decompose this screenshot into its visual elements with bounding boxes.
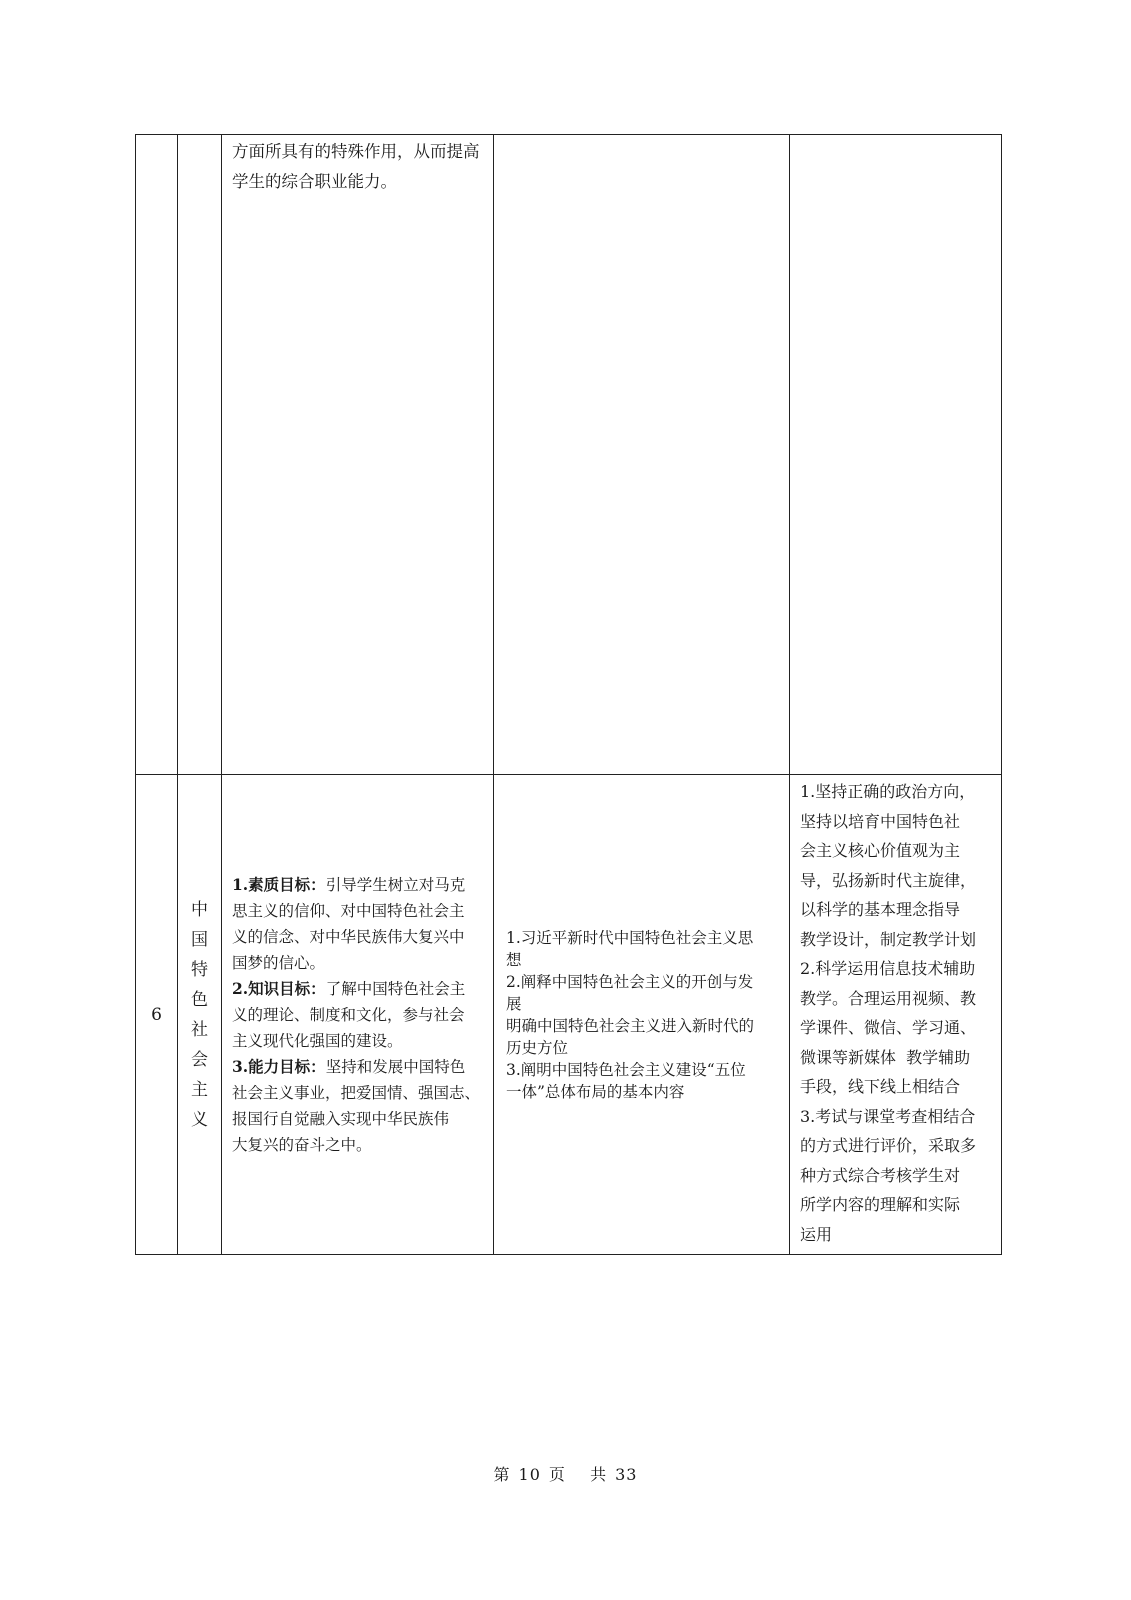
goals-line: 义的信念、对中华民族伟大复兴中 [232,927,465,946]
methods-line: 1.坚持正确的政治方向， [800,782,976,801]
goals-line: 1.素质目标：引导学生树立对马克 [232,874,466,894]
content-line: 展 [506,994,522,1013]
table-row-6 [136,775,1002,1255]
page-footer [0,1462,1131,1485]
methods-cell [790,135,1002,775]
title-char: 主 [191,1079,208,1100]
goals-text [222,137,493,197]
methods-line: 微课等新媒体 教学辅助 [800,1047,971,1067]
goals-text [222,872,493,1158]
content-line: 2.阐释中国特色社会主义的开创与发 [506,972,754,991]
goals-line: 社会主义事业，把爱国情、强国志、 [232,1083,481,1102]
methods-line: 坚持以培育中国特色社 [800,811,961,831]
methods-line: 的方式进行评价，采取多 [800,1136,977,1155]
methods-line: 手段，线下线上相结合 [800,1077,961,1096]
methods-line: 种方式综合考核学生对 [800,1165,961,1185]
title-char: 社 [191,1019,208,1040]
goal-heading: 3.能力目标： [232,1056,326,1076]
title-char: 义 [191,1109,208,1130]
goals-line: 国梦的信心。 [232,953,326,972]
table-row-continuation [136,135,1002,775]
methods-cell [790,775,1002,1255]
content-line: 3.阐明中国特色社会主义建设“五位 [506,1060,746,1079]
methods-line: 所学内容的理解和实际 [800,1195,961,1214]
content-cell [494,135,790,775]
footer-total-pages: 33 [615,1465,638,1484]
content-cell [494,775,790,1255]
goals-line: 大复兴的奋斗之中。 [232,1135,372,1154]
course-title [178,895,221,1135]
title-char: 中 [191,899,208,920]
content-line: 明确中国特色社会主义进入新时代的 [506,1016,755,1035]
methods-line: 教学设计，制定教学计划 [800,929,977,949]
row-number: 6 [136,775,178,1255]
title-char: 会 [191,1049,208,1070]
title-cell [178,135,222,775]
content-line: 一体”总体布局的基本内容 [506,1082,685,1101]
content-line: 1.习近平新时代中国特色社会主义思 [506,928,754,947]
goals-cell [222,135,494,775]
methods-line: 2.科学运用信息技术辅助 [800,959,976,978]
methods-line: 以科学的基本理念指导 [800,900,961,919]
goals-line: 3.能力目标：坚持和发展中国特色 [232,1056,466,1076]
course-title-cell [178,775,222,1255]
footer-middle: 页 共 [548,1465,608,1484]
methods-text [790,777,1001,1249]
goals-cell [222,775,494,1255]
number-cell [136,135,178,775]
methods-line: 3.考试与课堂考查相结合 [800,1106,976,1126]
title-char: 特 [191,959,208,980]
goal-heading: 2.知识目标： [232,978,326,998]
syllabus-table [135,134,1002,1255]
content-line: 想 [506,950,522,969]
footer-prefix: 第 [493,1465,511,1484]
content-line: 历史方位 [506,1038,569,1057]
title-char: 色 [191,989,208,1010]
title-char: 国 [191,929,208,950]
goals-line: 报国行自觉融入实现中华民族伟 [232,1109,450,1128]
goals-line: 方面所具有的特殊作用，从而提高 [232,142,480,161]
methods-line: 会主义核心价值观为主 [800,841,961,860]
methods-line: 运用 [800,1224,833,1244]
content-text [494,927,789,1103]
methods-line: 教学。合理运用视频、教 [800,988,977,1008]
methods-line: 学课件、微信、学习通、 [800,1018,977,1037]
goals-line: 义的理论、制度和文化，参与社会 [232,1005,465,1024]
goals-line: 主义现代化强国的建设。 [232,1031,403,1050]
goals-line: 思主义的信仰、对中国特色社会主 [232,901,465,920]
goal-heading: 1.素质目标： [232,874,326,894]
footer-page-number: 10 [518,1465,541,1484]
methods-line: 导，弘扬新时代主旋律， [800,870,977,890]
goals-line: 学生的综合职业能力。 [232,172,397,191]
goals-line: 2.知识目标：了解中国特色社会主 [232,978,466,998]
